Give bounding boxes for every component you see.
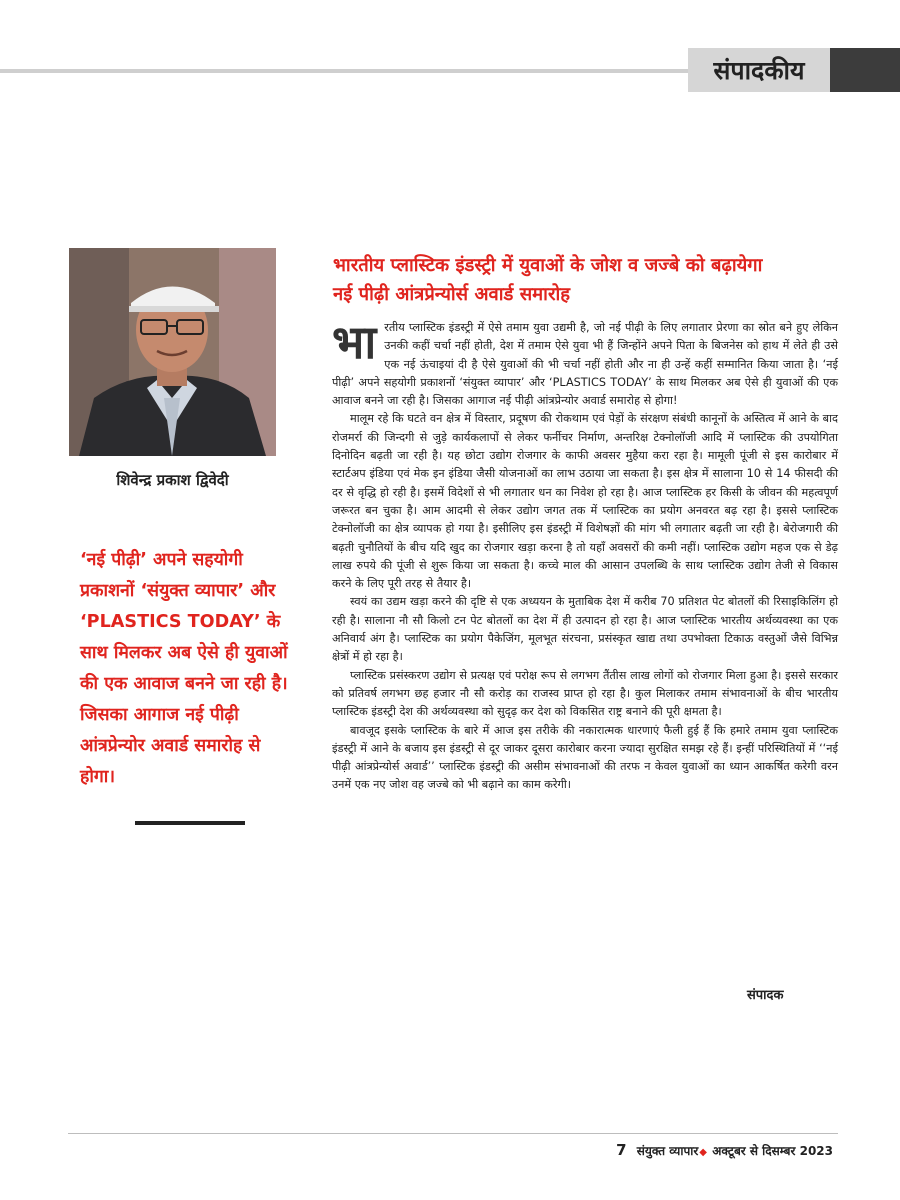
page-footer bbox=[0, 1141, 833, 1159]
article-paragraph: बावजूद इसके प्लास्टिक के बारे में आज इस तरीके की नकारात्मक धारणाएं फैली हुई हैं कि हमारे तमाम युवा प्लास्टिक इंडस्ट्री में आने के बजाय इस इंडस्ट्री से दूर जाकर दूसरा कारोबार करना ज्यादा सुरक्षित समझ रहे हैं। इन्हीं परिस्थितियों में ‘‘नई पीढ़ी आंत्रप्रेन्योर्स अवार्ड’’ प्लास्टिक इंडस्ट्री की असीम संभावनाओं की तरफ न केवल युवाओं का ध्यान आकर्षित करेगी वरन उनमें एक नए जोश वह जज्बे को भी बढ़ाने का काम करेगी। bbox=[332, 723, 838, 792]
article-headline bbox=[333, 251, 843, 309]
header-dark-block bbox=[830, 48, 900, 92]
header-rule bbox=[0, 69, 690, 73]
headline-line-2: नई पीढ़ी आंत्रप्रेन्योर्स अवार्ड समारोह bbox=[333, 284, 570, 305]
author-photo bbox=[69, 248, 276, 456]
page-number: 7 bbox=[616, 1141, 627, 1159]
section-label: संपादकीय bbox=[713, 56, 805, 85]
publication-name: संयुक्त व्यापार bbox=[636, 1144, 699, 1158]
section-tab bbox=[688, 48, 830, 92]
drop-cap: भा bbox=[332, 315, 377, 369]
article-paragraph bbox=[332, 315, 838, 410]
article-paragraph: स्वयं का उद्यम खड़ा करने की दृष्टि से एक अध्ययन के मुताबिक देश में करीब 70 प्रतिशत पेट बोतलों की रिसाइकिलिंग हो रही है। सालाना नौ सौ किलो टन पेट बोतलों का देश में ही उत्पादन हो रहा है। आज प्लास्टिक भारतीय अर्थव्यवस्था का एक अनिवार्य अंग है। प्लास्टिक का प्रयोग पैकेजिंग, मूलभूत संरचना, प्रसंस्कृत खाद्य तथा उपभोक्ता टिकाऊ वस्तुओं जैसे विभिन्न क्षेत्रों में हो रहा है। bbox=[332, 595, 838, 664]
red-diamond-icon: ◆ bbox=[699, 1147, 707, 1158]
issue-date: अक्टूबर से दिसम्बर 2023 bbox=[712, 1144, 833, 1158]
footer-rule bbox=[68, 1133, 838, 1134]
article-paragraph: प्लास्टिक प्रसंस्करण उद्योग से प्रत्यक्ष एवं परोक्ष रूप से लगभग तैंतीस लाख लोगों को रोजगार मिला हुआ है। इससे सरकार को प्रतिवर्ष लगभग छह हजार नौ सौ करोड़ का राजस्व प्राप्त हो रहा है। कुल मिलाकर तमाम संभावनाओं के बीच भारतीय प्लास्टिक इंडस्ट्री देश की अर्थव्यवस्था को सुदृढ़ कर देश को विकसित राष्ट्र बनाने की पूरी क्षमता है। bbox=[332, 668, 838, 719]
author-portrait-image bbox=[69, 248, 276, 456]
pull-quote: ‘नई पीढ़ी’ अपने सहयोगी प्रकाशनों ‘संयुक्त व्यापार’ और ‘PLASTICS TODAY’ के साथ मिलकर अब ऐसे ही युवाओं की एक आवाज बनने जा रही है। जिसका आगाज नई पीढ़ी आंत्रप्रेन्योर अवार्ड समारोह से होगा। bbox=[80, 550, 288, 787]
paragraph-text: रतीय प्लास्टिक इंडस्ट्री में ऐसे तमाम युवा उद्यमी है, जो नई पीढ़ी के लिए लगातार प्रेरणा का स्रोत बने हुए लेकिन उनकी कहीं चर्चा नहीं होती, देश में तमाम ऐसे युवा भी हैं जिन्होंने अपने पिता के बिजनेस को हाथ में लेते ही उसे एक नई ऊंचाइयां दी है ऐसे युवाओं की भी चर्चा नहीं होती और ना ही उन्हें कहीं सम्मानित किया जाता है। ‘नई पीढ़ी’ अपने सहयोगी प्रकाशनों ‘संयुक्त व्यापार’ और ‘PLASTICS TODAY’ के साथ मिलकर अब ऐसे ही युवाओं की एक आवाज बनने जा रही है। जिसका आगाज नई पीढ़ी आंत्रप्रेन्योर अवार्ड समारोह से होगा! bbox=[332, 321, 838, 408]
article-paragraph: मालूम रहे कि घटते वन क्षेत्र में विस्तार, प्रदूषण की रोकथाम एवं पेड़ों के संरक्षण संबंधी कानूनों के अस्तित्व में आने के बाद रोजमर्रा की जिन्दगी से जुड़े कार्यकलापों से लेकर फर्नीचर निर्माण, अन्तरिक्ष टेक्नोलॉजी आदि में प्लास्टिक की उपयोगिता दिनोदिन बढ़ती जा रही है। यह छोटा उद्योग रोजगार के काफी अवसर मुहैया करा रहा है। मामूली पूंजी से इस कारोबार में स्टार्टअप इंडिया एवं मेक इन इंडिया जैसी योजनाओं का लाभ उठाया जा सकता है। इस क्षेत्र में सालाना 10 से 14 फीसदी की दर से वृद्धि हो रही है। इसमें विदेशों से भी लगातार धन का निवेश हो रहा है। आज प्लास्टिक हर किसी के जीवन की महत्वपूर्ण जरूरत बन चुका है। आम आदमी से लेकर उद्योग जगत तक में प्लास्टिक का प्रयोग अनवरत बढ़ रहा है। इससे प्लास्टिक टेक्नोलॉजी का क्षेत्र व्यापक हो गया है। इसीलिए इस इंडस्ट्री में विशेषज्ञों की मांग भी लगातार बढ़ती जा रही है। बेरोजगारी की बढ़ती चुनौतियों के बीच यदि खुद का रोजगार खड़ा करना है तो यहाँ अवसरों की कमी नहीं। प्लास्टिक उद्योग महज एक से डेढ़ लाख रुपये की पूंजी से शुरू किया जा सकता है। कच्चे माल की आसान उपलब्धि के साथ प्लास्टिक उद्योग तेजी से विकास करने के लिए पूरी तरह से तैयार है। bbox=[332, 412, 838, 591]
author-name: शिवेन्द्र प्रकाश द्विवेदी bbox=[116, 471, 229, 489]
article-body bbox=[332, 315, 838, 795]
pull-quote-rule bbox=[135, 821, 245, 825]
headline-line-1: भारतीय प्लास्टिक इंडस्ट्री में युवाओं के जोश व जज्बे को बढ़ायेगा bbox=[333, 255, 763, 276]
editor-signature: संपादक bbox=[747, 988, 784, 1003]
